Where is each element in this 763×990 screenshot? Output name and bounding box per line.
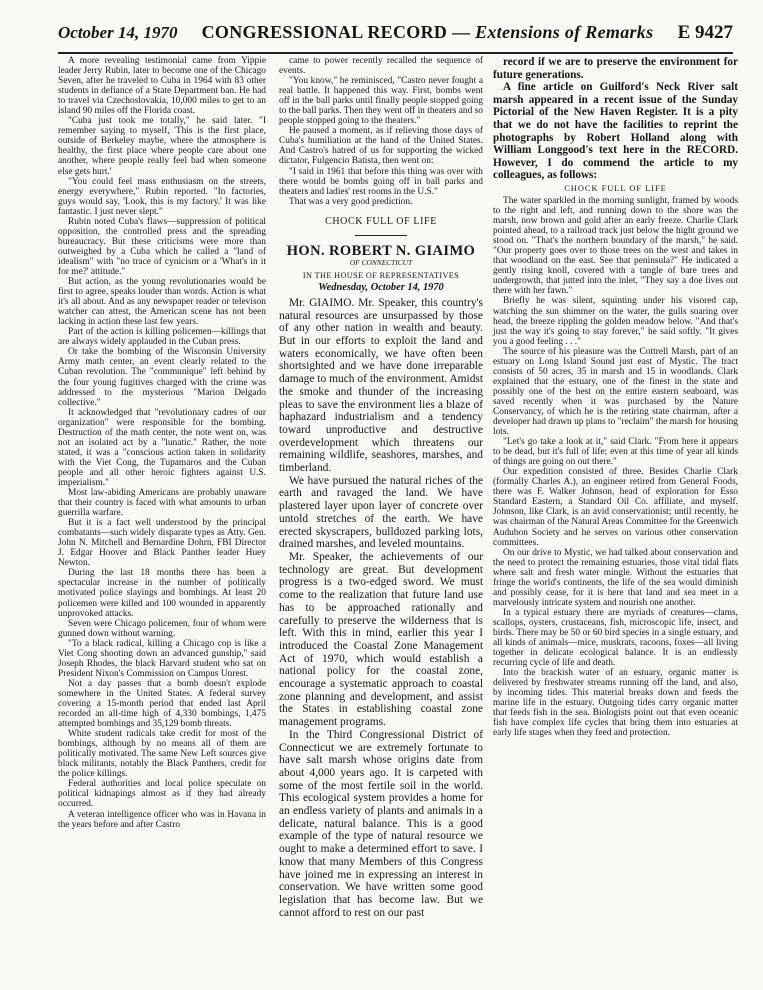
speech-continuation	[493, 56, 738, 182]
paragraph: "Let's go take a look at it," said Clark. "From here it appears to be dead, but it's full of life; even at this time of year all kinds of things are going on out there."	[493, 437, 738, 468]
paragraph: "You could feel mass enthusiasm on the streets, energy everywhere," Rubin reported. "In factories, guys would say, 'Look, this is my factory.' It was like fantastic. I just never slept."	[58, 176, 266, 217]
column-2	[279, 56, 483, 919]
paragraph: That was a very good prediction.	[289, 196, 413, 207]
speech-date: Wednesday, October 14, 1970	[318, 281, 444, 293]
paragraph: In a typical estuary there are myriads of creatures—clams, scallops, oysters, crustaceans, fish, microscopic life, insect, and birds. There may be 50 or 60 bird species in a single estuary, and all kinds of animals—mice, muskrats, racoons, foxes—all living together in delicate ecological balance. It is an endlessly recurring cycle of life and death.	[493, 607, 738, 669]
chamber-line: IN THE HOUSE OF REPRESENTATIVES	[302, 270, 460, 280]
paragraph: "You know," he reminisced, "Castro never fought a real battle. It happened this way. First, bombs went off in the ball parks until finally people stopped going to the ball parks. Then they went off in theaters and so people stopped going to the theaters."	[279, 76, 483, 127]
paragraph: On our drive to Mystic, we had talked about conservation and the need to protect the remaining estuaries, those vital tidal flats where salt and fresh water mingle. Without the estuaries that fringe the world's continents, the life of the sea would diminish and possibly cease, for it is here that land and sea meet in a marvelously intricate system and nourish one another.	[493, 547, 738, 608]
paragraph: Most law-abiding Americans are probably unaware that their country is faced with what amounts to urban guerrilla warfare.	[58, 488, 266, 519]
heading-rule	[355, 235, 407, 236]
speech-body	[279, 297, 483, 919]
paragraph: Not a day passes that a bomb doesn't explode somewhere in the United States. A federal survey covering a 15-month period that ended last April recorded an all-time high of 4,330 bombings, 1,475 attempted bombings and 35,129 bomb threats.	[58, 678, 266, 730]
paragraph: Seven were Chicago policemen, four of whom were gunned down without warning.	[58, 618, 266, 639]
article-heading: CHOCK FULL OF LIFE	[564, 183, 667, 193]
paragraph: He paused a moment, as if relieving those days of Cuba's humiliation at the hand of the United States. And Castro's hatred of us for supporting the wicked dictator, Fulgencio Batista, then went on:	[279, 126, 483, 167]
paragraph: Into the brackish water of an estuary, organic matter is delivered by freshwater streams running off the land, and also, by incoming tides. This material breaks down and feeds the marine life in the estuary. Outgoing tides carry organic matter that feeds fish in the sea. Biologists point out that even oceanic fish have complex life cycles that bring them into estuaries at early life stages when they feed and protection.	[493, 668, 738, 739]
paragraph: White student radicals take credit for most of the bombings, although by no means all of them are politically motivated. The same New Left sources give black militants, notably the Black Panthers, credit for the police killings.	[58, 729, 266, 780]
paragraph: Part of the action is killing policemen—killings that are always widely applauded in the Cuban press.	[58, 327, 266, 348]
paragraph: A more revealing testimonial came from Yippie leader Jerry Rubin, later to become one of the Chicago Seven, after he traveled to Cuba in 1964 with 83 other students in defiance of a State Department ban. He had to travel via Czechoslovakia, 10,000 miles to get to an island 90 miles off the Florida coast.	[58, 56, 266, 117]
section-title: Extensions of Remarks	[475, 22, 654, 42]
paragraph: A veteran intelligence officer who was in Havana in the years before and after Castro	[58, 809, 266, 830]
header-date: October 14, 1970	[58, 23, 178, 42]
paragraph: In the Third Congressional District of Connecticut we are extremely fortunate to have salt marsh whose origins date from about 4,000 years ago. It is carpeted with some of the most fertile soil in the world. This ecological system provides a home for an endless variety of plants and animals in a delicate, natural balance. This is a good example of the type of natural resource we ought to make a determined effort to save. I know that many Members of this Congress have joined me in expressing an interest in conservation. We have written some good legislation that has become law. But we cannot afford to rest on our past	[279, 728, 483, 919]
paragraph: We have pursued the natural riches of the earth and ravaged the land. We have plastered layer upon layer of concrete over untold stretches of the earth. We have erected skyscrapers, bulldozed parking lots, drained marshes, and leveled mountains.	[279, 474, 483, 551]
paragraph: It acknowledged that "revolutionary cadres of our organization" were responsible for the bombing. Destruction of the math center, the note went on, was not an isolated act by a "lunatic." Rather, the note stated, it was a "conscious action taken in solidarity with the Viet Cong, the Tupamaros and the Cuban people and all other heroic fighters against U.S. imperialism."	[58, 407, 266, 488]
paragraph: "Cuba just took me totally," he said later. "I remember saying to myself, 'This is the first place, outside of Berkeley maybe, where the atmosphere is healthy, the first place where people care about one another, where people really feel bad when someone else gets hurt.'	[58, 116, 266, 177]
paragraph: Briefly he was silent, squinting under his visored cap, watching the sun shimmer on the water, the gulls soaring over head, the breeze rippling the golden meadow below. "And that's just the way it's going to stay forever," he said softly. "It gives you a good feeling . . ."	[493, 296, 738, 347]
paragraph: Federal authorities and local police speculate on political kidnapings almost as if they had already occurred.	[58, 779, 266, 810]
paragraph: During the last 18 months there has been a spectacular increase in the number of politically motivated police slayings and bombings. At least 20 policemen were killed and 100 wounded in apparently unprovoked attacks.	[58, 568, 266, 619]
speaker-name: HON. ROBERT N. GIAIMO	[286, 242, 476, 259]
paragraph: The source of his pleasure was the Cottrell Marsh, part of an estuary on Long Island Sound just east of Mystic. The tract consists of 50 acres, 35 in marsh and 15 in woodlands. Clark explained that the estuary, one of the finest in the state and possibly one of the best on the entire eastern seaboard, was saved recently when it was purchased by the Nature Conservancy, of which he is the retiring state chairman, after a developer had drawn up plans to "reclaim" the marsh for housing lots.	[493, 346, 738, 438]
publication-title: CONGRESSIONAL RECORD	[201, 22, 448, 42]
paragraph: "I said in 1961 that before this thing was over with there would be bombs going off in ball parks and theaters and ladies' rest rooms in the U.S."	[279, 166, 483, 197]
page-header	[58, 22, 733, 50]
header-title: CONGRESSIONAL RECORD — Extensions of Remarks	[201, 22, 654, 42]
paragraph: Rubin noted Cuba's flaws—suppression of political opposition, the controlled press and the spreading bureaucracy. But these criticisms were more than outweighed by a Cuba which he called a "land of idealism" with "no trace of cynicism or a 'What's in it for me?' attitude."	[58, 216, 266, 277]
column-3	[493, 56, 738, 739]
paragraph: But action, as the young revolutionaries would be first to agree, speaks louder than words. Action is what it's all about. And as any newspaper reader or televison watcher can attest, the American scene has not been lacking in action these last few years.	[58, 277, 266, 328]
paragraph: The water sparkled in the morning sunlight, framed by woods to the right and left, and running down to the shore was the marsh, now brown and gold after an early freeze. Charlie Clark pointed ahead, to a railroad track just below the hight ground we stood on. "That's the northern boundary of the marsh," he said. "Our property goes over to those trees on the west and takes in that woodland on the east. See that peninsula?" He indicated a gently rising knoll, covered with a tangle of bare trees and undergrowth, that jutted into the inlet, "They say a doe lives out there with her fawn."	[493, 195, 738, 297]
paragraph: "To a black radical, killing a Chicago cop is like a Viet Cong shooting down an advanced gunship," said Joseph Rhodes, the black Harvard student who sat on President Nixon's Commission on Campus Unrest.	[58, 638, 266, 679]
paragraph: Or take the bombing of the Wisconsin University Army math center, an event clearly related to the Cuban revolution. The "communique" left behind by the four young fugitives charged with the crime was addressed to the mysterious "Marion Delgado collective."	[58, 347, 266, 408]
speech-heading: CHOCK FULL OF LIFE	[325, 215, 437, 227]
paragraph: Our expedition consisted of three. Besides Charlie Clark (formally Charles A.), an engineer retired from General Foods, there was F. Walker Johnson, head of exploration for Esso Standard Eastern, a Standard Oil Co. affiliate, and myself. Johnson, like Clark, is an avid conservationist; until recently, he was chairman of the Natural Areas Committee for the Greenwich Audubon Society and he serves on various other conservation committees.	[493, 467, 738, 548]
paragraph: Mr. GIAIMO. Mr. Speaker, this country's natural resources are unsurpassed by those of any other nation in wealth and beauty. But in our efforts to exploit the land and waters economically, we have often been shortsighted and we have done irreparable damage to much of the environment. Amidst the smoke and thunder of the increasing pleas to save the environment lies a blaze of haphazard industrialism and a tendency toward unproductive and destructive overdevelopment which threatens our remaining wildlife, seashores, marshes, and timberland.	[279, 296, 483, 475]
paragraph: But it is a fact well understood by the principal combatants—such widely disparate types as Atty. Gen. John N. Mitchell and Bernardine Dohrn, FBI Director J. Edgar Hoover and Black Panther leader Huey Newton.	[58, 518, 266, 569]
paragraph: record if we are to preserve the environment for future generations.	[493, 56, 738, 81]
speaker-state: OF CONNECTICUT	[349, 257, 413, 267]
paragraph: Mr. Speaker, the achievements of our technology are great. But development progress is a two-edged sword. We must come to the realization that future land use has to be approached rationally and carefully to preserve the wilderness that is left. With this in mind, earlier this year I introduced the Coastal Zone Management Act of 1970, which would establish a national policy for the coastal zone, encourage a systematic approach to coastal zone planning and development, and assist the States in establishing coastal zone management programs.	[279, 551, 483, 729]
paragraph: came to power recently recalled the sequence of events.	[279, 56, 483, 77]
page-number: E 9427	[677, 22, 733, 43]
column-1	[58, 56, 266, 830]
header-rule	[58, 52, 733, 54]
paragraph: A fine article on Guilford's Neck River salt marsh appeared in a recent issue of the Sunday Pictorial of the New Haven Register. It is a pity that we do not have the facilities to reprint the photographs by Robert Holland along with William Longgood's text here in the RECORD. However, I do commend the article to my colleagues, as follows:	[493, 81, 738, 182]
